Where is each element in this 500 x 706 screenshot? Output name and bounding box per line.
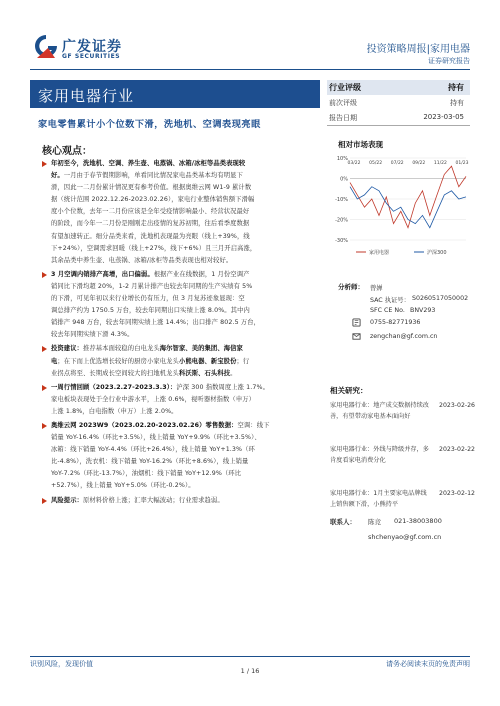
contact-email[interactable]: shchenyao@gf.com.cn [368,533,442,541]
sfc-number: BNV293 [410,307,436,314]
footer-slogan: 识别风险，发现价值 [30,660,93,668]
core-point-line: 下+24%），空调需求回暖（线上+27%，线下+6%）且三月开启高涨， [51,244,257,252]
core-point-item [42,382,327,418]
footer-disclaimer: 请务必阅读末页的免责声明 [386,660,470,668]
core-point-line: 的阶段，而今年一二月份是刚刚走出疫情的复苏初期，往后看季度数据 [51,220,250,228]
core-point-line: 其余品类中养生壶、电蒸锅、冰箱/冰柜等品类表现也相对较好。 [51,256,233,264]
chart-title: 相对市场表现 [338,140,383,149]
prev-rating-label: 前次评级 [329,99,357,107]
rating-row [327,80,470,95]
core-point-line: 销同比下滑均超 20%，1-2 月累计排产也较去年同期的生产实绩有 5% [51,282,253,290]
related-research-title[interactable]: 家用电器行业：地产成交数据持续改善，有望带动家电基本面向好 [330,402,429,420]
chart-x-tick-label: 01/23 [455,161,469,166]
report-subtitle: 家电零售累计小个位数下滑，洗地机、空调表现亮眼 [38,119,261,130]
core-point-line: 3 月空调内销排产高增，出口偏弱。根据产业在线数据，1 月份空调产 [51,270,250,278]
chart-series-line [350,166,466,228]
core-point-line: 销排产 948 万台，较去年同期实绩上涨 14.4%；出口排产 802.5 万台， [51,319,260,327]
core-point-line: 一周行情回顾（2023.2.27-2023.3.3）：沪深 300 指数周度上涨 1.7%。 [51,383,269,391]
sac-row [338,294,478,306]
analyst-name-row [338,282,478,294]
bullet-triangle-icon [42,385,47,391]
report-type: 投资策略周报|家用电器 [366,44,470,55]
phone-icon [352,318,361,327]
analyst-label: 分析师： [338,283,364,291]
chart-x-tick-label: 03/22 [347,161,361,166]
core-point-line: +52.7%），线上销量 YoY+5.0%（环比-0.2%）。 [51,482,195,490]
core-point-line: 好。一月由于春节假期影响，单看同比情况家电品类基本均有明显下 [51,172,243,180]
core-points-title: 核心观点： [42,146,92,157]
report-date-row [327,110,470,125]
core-point-item [42,158,327,267]
page-number: 1 / 16 [240,667,260,675]
core-points-list [42,158,327,509]
chart-x-tick-label: 11/22 [433,161,447,166]
core-point-line: 有望加速转正。细分品类来看，洗地机表现最为亮眼（线上+39%，线 [51,232,250,240]
core-point-item [42,495,327,507]
related-research-date: 2023-02-26 [439,402,475,409]
related-research-item[interactable] [330,444,475,488]
bullet-triangle-icon [42,161,47,167]
header-divider [30,69,470,70]
rating-divider [327,125,470,126]
analyst-block [338,282,478,344]
rating-box [327,80,470,126]
related-research-title[interactable]: 家用电器行业：外线与降级并存，多肯度看家电消费分化 [330,446,429,464]
related-title: 相关研究： [330,386,368,395]
analyst-phone: 0755-82771936 [370,319,421,326]
chart-section [338,139,478,150]
core-point-item [42,420,327,493]
core-point-line: 据（统计范围 2022.12.26-2023.02.26），家电行业整体销售额下滑幅 [51,196,255,204]
contact-email-row [330,533,475,545]
logo-english-name: GF SECURITIES [62,53,121,60]
core-point-item [42,269,327,342]
gf-logo-icon [34,34,58,60]
related-research [330,385,475,532]
footer-divider [30,656,470,657]
chart-x-tick-label: 09/22 [412,161,426,166]
prev-rating-row [327,95,470,110]
contact-label: 联系人： [330,518,356,526]
chart-series-line [350,187,466,228]
sfc-row [338,306,478,318]
phone-row [338,318,478,332]
core-point-line: 投资建议：推荐基本面较稳的白电龙头海尔智家、美的集团、海信家 [51,345,243,353]
analyst-name: 曾婵 [370,285,383,292]
related-research-title[interactable]: 家用电器行业：1月主要家电品牌线上销售额下滑，小熊持平 [330,490,427,508]
industry-banner [30,80,320,108]
chart-legend-label: 沪深300 [427,250,447,256]
sac-number: S0260517050002 [412,295,469,302]
core-point-line: 上涨 1.8%，白电指数（申万）上涨 2.0%。 [51,407,178,415]
chart-y-tick-label: -20% [335,217,348,224]
sfc-label: SFC CE No. [370,307,405,314]
contact-name: 陈竞 [368,518,381,526]
contact-block [330,517,475,545]
chart-y-tick-label: -10% [335,197,348,203]
chart-x-tick-label: 07/22 [390,161,404,166]
rating-value: 持有 [448,83,464,92]
analyst-email[interactable]: zengchan@gf.com.cn [370,333,438,340]
chart-legend-label: 家用电器 [369,250,390,256]
core-point-line: 比-4.8%），洗衣机：线下销量 YoY-16.2%（环比+8.6%），线上销量 [51,458,249,466]
bullet-triangle-icon [42,423,47,429]
report-date-label: 报告日期 [329,114,357,122]
chart-y-tick-label: 10% [336,156,348,162]
bullet-triangle-icon [42,498,47,504]
chart-x-tick-label: 05/22 [369,161,383,166]
bullet-triangle-icon [42,346,47,352]
relative-performance-chart [330,152,470,260]
core-point-item [42,343,327,379]
contact-phone: 021-38003800 [394,517,442,525]
core-point-line: 年初至今，洗地机、空调、养生壶、电蒸锅、冰箱/冰柜等品类表现较 [51,160,246,167]
contact-row [330,517,475,529]
core-point-line: 较去年同期实绩下滑 4.3%。 [51,331,134,339]
core-point-line: 风险提示：原材料价格上涨；汇率大幅波动；行业需求趋弱。 [51,496,224,504]
company-logo [34,34,138,64]
report-date-value: 2023-03-05 [423,113,464,121]
core-point-line: 电；在下而上优选增长较好的厨房小家电龙头小熊电器、新宝股份；行 [51,357,250,365]
logo-chinese-name: 广发证券 [62,39,122,55]
core-point-line: 冰箱：线下销量 YoY-4.4%（环比+26.4%），线上销量 YoY+1.3%（环 [51,446,255,454]
rating-label: 行业评级 [329,83,361,92]
prev-rating-value: 持有 [450,99,464,107]
industry-title: 家用电器行业 [38,87,135,105]
related-research-date: 2023-02-22 [439,446,475,453]
related-research-item[interactable] [330,400,475,444]
report-subtype: 证券研究报告 [428,57,470,65]
core-point-line: YoY-7.2%（环比-13.7%），油烟机：线下销量 YoY+12.9%（环比 [51,470,242,478]
core-point-line: 销量 YoY-16.4%（环比+3.5%），线上销量 YoY+9.9%（环比+3.5%）、 [51,434,261,442]
core-point-line: 家电板块表现处于全行业中游水平，上涨 0.6%，视听器材指数（申万） [51,395,256,403]
core-point-line: 业拐点将至、长期成长空间较大的扫地机龙头科沃斯、石头科技。 [51,369,237,377]
core-point-line: 奥维云网 2023W9（2023.02.20-2023.02.26）零售数据：空调：线下 [51,421,270,429]
email-icon [352,332,361,341]
chart-y-tick-label: 0% [340,176,348,183]
related-research-date: 2023-02-12 [439,490,475,497]
email-row [338,332,478,344]
core-point-line: 调总排产约为 1750.5 万台，较去年同期出口实绩上涨 8.0%。其中内 [51,307,250,315]
chart-y-tick-label: -30% [335,238,348,244]
sac-label: SAC 执证号： [370,297,410,304]
core-point-line: 度小个位数，去年一二月份应该是全年受疫情影响最小、经营状况最好 [51,208,250,216]
core-point-line: 滑，因此一二月份累计情况更有参考价值。根据奥维云网 W1-9 累计数 [51,184,252,192]
core-point-line: 的下滑，可见年初以来行业增长仍有压力，但 3 月复苏迹象显现：空 [51,295,245,303]
bullet-triangle-icon [42,272,47,278]
